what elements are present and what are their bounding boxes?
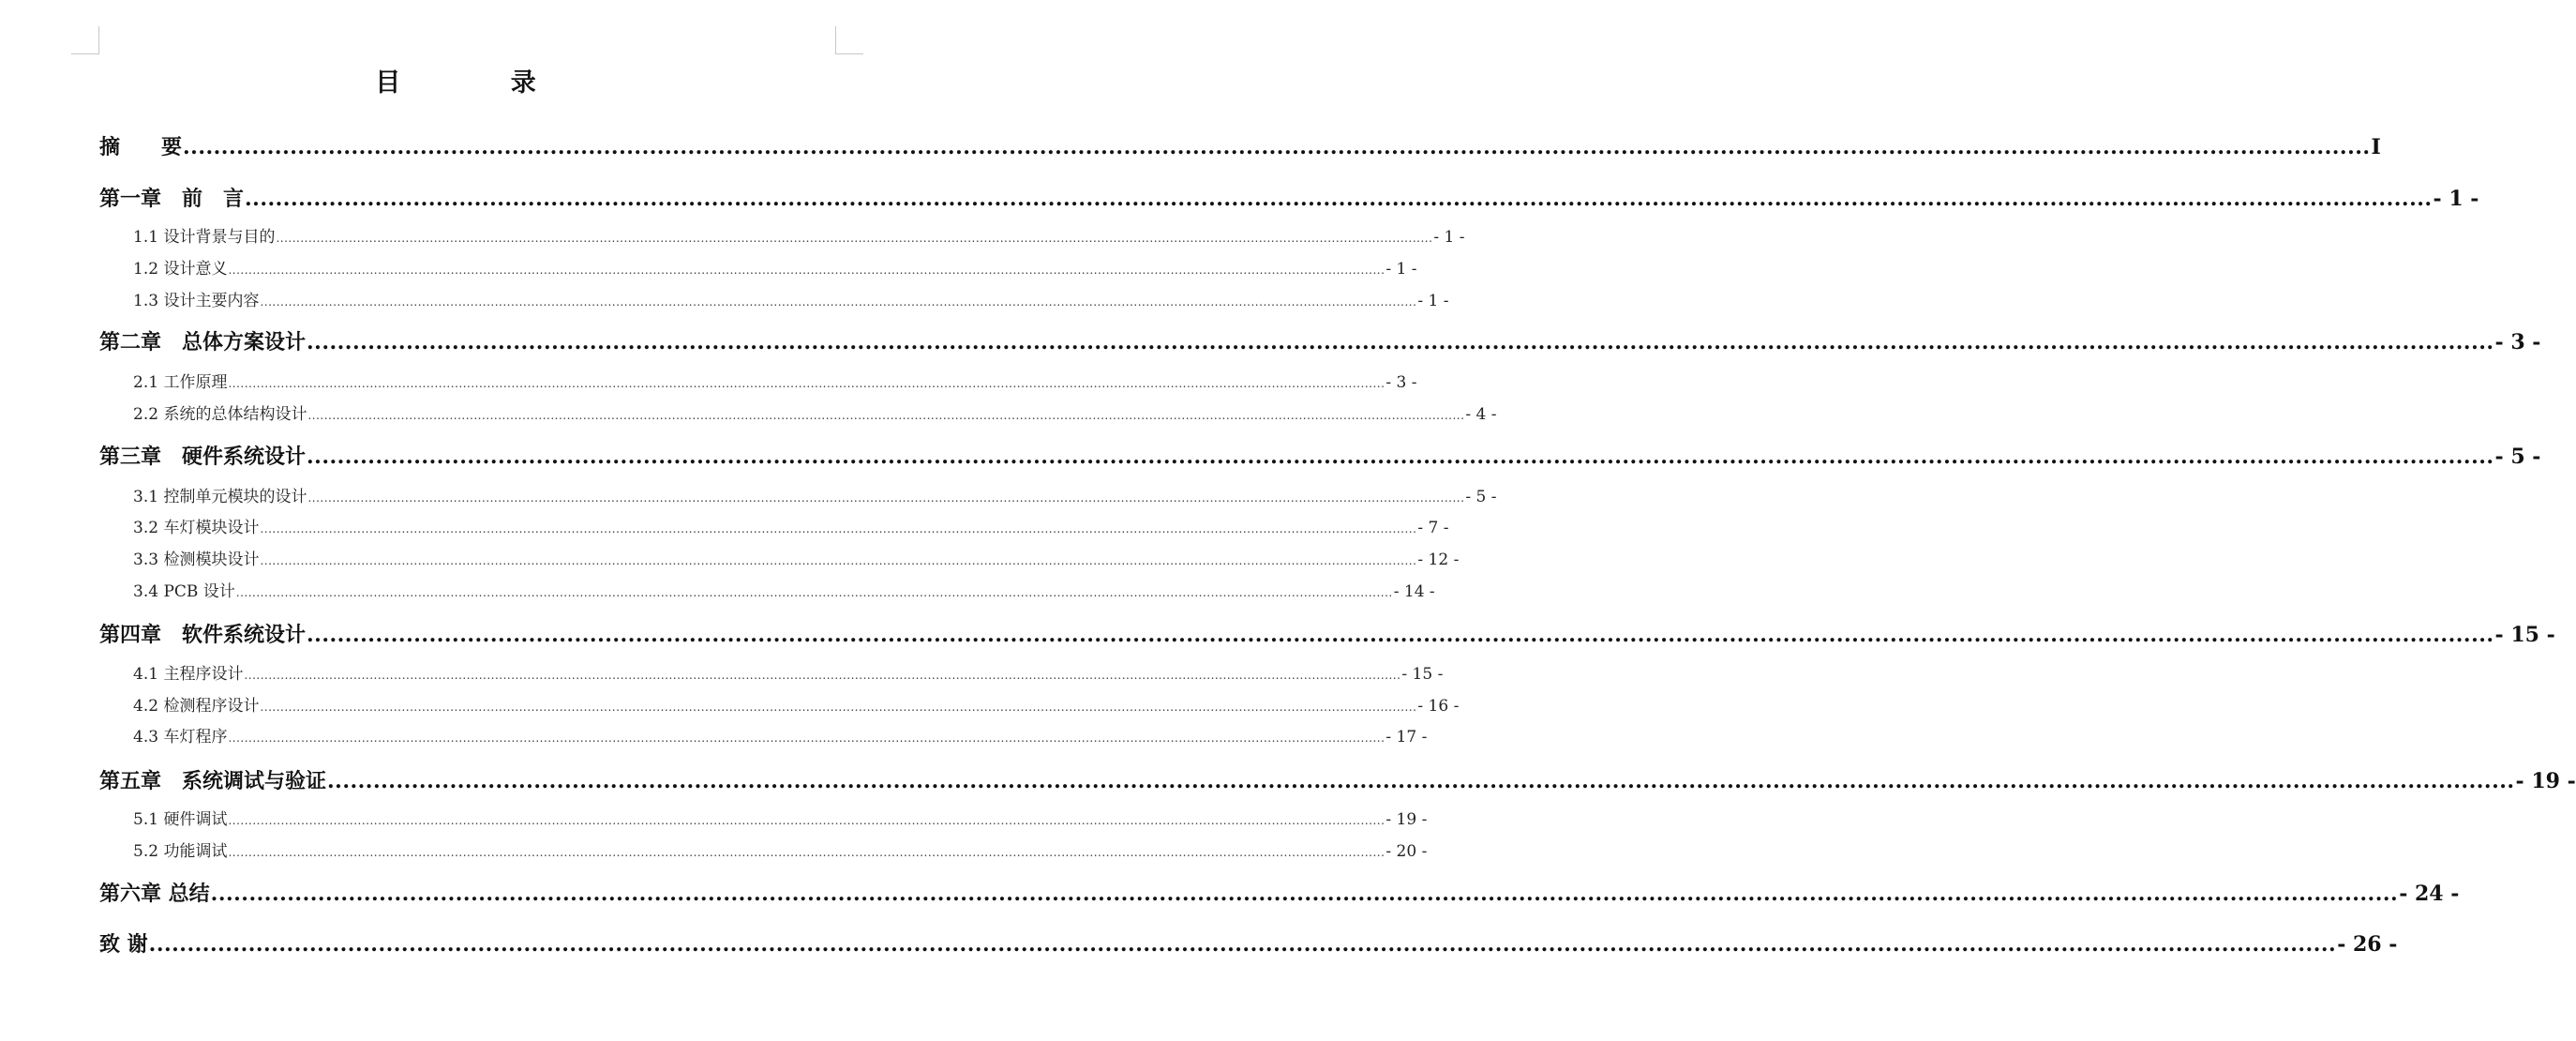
toc-page-number: I [2371, 135, 2381, 159]
toc-dot-leader: .............................................................................................................................................................................................................................................................................................. [307, 623, 2494, 647]
toc-entry-label: 第六章 总结 [99, 882, 210, 906]
toc-section-entry[interactable] [133, 546, 1460, 569]
toc-section-entry[interactable] [133, 837, 1428, 861]
toc-page-number: - 1 - [1417, 292, 1449, 310]
toc-page-number: - 3 - [2494, 330, 2541, 355]
toc-dot-leader: .............................................................................................................................................................................................................................................................................................. [327, 769, 2515, 793]
toc-chapter-entry[interactable] [99, 441, 2541, 469]
toc-entry-label: 4.3 车灯程序 [133, 728, 228, 747]
toc-entry-label: 第五章 系统调试与验证 [99, 769, 327, 793]
toc-entry-label: 第四章 软件系统设计 [99, 623, 307, 647]
toc-page-number: - 7 - [1417, 519, 1449, 537]
toc-section-entry[interactable] [133, 255, 1417, 279]
toc-section-entry[interactable] [133, 223, 1465, 247]
toc-page-number: - 17 - [1385, 728, 1428, 747]
toc-dot-leader: .............................................................................................................................................................................................................................................................................................. [260, 522, 1417, 536]
toc-section-entry[interactable] [133, 400, 1497, 424]
toc-dot-leader: .............................................................................................................................................................................................................................................................................................. [244, 669, 1401, 682]
toc-entry-label: 1.1 设计背景与目的 [133, 228, 276, 247]
toc-dot-leader: .............................................................................................................................................................................................................................................................................................. [228, 814, 1385, 827]
toc-dot-leader: .............................................................................................................................................................................................................................................................................................. [307, 491, 1465, 505]
toc-dot-leader: .............................................................................................................................................................................................................................................................................................. [183, 135, 2371, 159]
toc-entry-label: 1.2 设计意义 [133, 260, 228, 279]
toc-page-number: - 5 - [1465, 488, 1497, 506]
toc-page-number: - 1 - [1433, 228, 1465, 247]
toc-dot-leader: .............................................................................................................................................................................................................................................................................................. [228, 846, 1385, 859]
toc-entry-label: 第二章 总体方案设计 [99, 330, 307, 355]
toc-dot-leader: .............................................................................................................................................................................................................................................................................................. [260, 701, 1417, 714]
toc-dot-leader: .............................................................................................................................................................................................................................................................................................. [235, 586, 1393, 599]
toc-entry-label: 3.2 车灯模块设计 [133, 519, 260, 537]
toc-chapter-entry[interactable] [99, 326, 2541, 355]
toc-page-number: - 16 - [1417, 697, 1460, 716]
toc-entry-label: 5.1 硬件调试 [133, 810, 228, 829]
toc-entry-label: 4.1 主程序设计 [133, 665, 244, 684]
toc-entry-label: 5.2 功能调试 [133, 842, 228, 861]
page-title: 目 录 [375, 68, 587, 98]
toc-page-number: - 12 - [1417, 551, 1460, 569]
toc-chapter-entry[interactable] [99, 619, 2555, 647]
toc-entry-label: 3.4 PCB 设计 [133, 582, 235, 601]
toc-dot-leader: .............................................................................................................................................................................................................................................................................................. [228, 732, 1385, 745]
toc-dot-leader: .............................................................................................................................................................................................................................................................................................. [148, 932, 2337, 957]
toc-section-entry[interactable] [133, 369, 1417, 392]
toc-page-number: - 15 - [1401, 665, 1444, 684]
toc-page-number: - 3 - [1385, 373, 1417, 392]
toc-section-entry[interactable] [133, 514, 1449, 537]
toc-page-number: - 19 - [1385, 810, 1428, 829]
toc-entry-label: 4.2 检测程序设计 [133, 697, 260, 716]
toc-page-number: - 19 - [2515, 769, 2576, 793]
toc-page-number: - 26 - [2337, 932, 2398, 957]
toc-entry-label: 2.1 工作原理 [133, 373, 228, 392]
toc-section-entry[interactable] [133, 287, 1449, 310]
toc-page-number: - 5 - [2494, 445, 2541, 469]
toc-section-entry[interactable] [133, 578, 1435, 601]
toc-chapter-entry[interactable] [99, 765, 2576, 793]
toc-dot-leader: .............................................................................................................................................................................................................................................................................................. [228, 377, 1385, 390]
toc-dot-leader: .............................................................................................................................................................................................................................................................................................. [307, 445, 2494, 469]
toc-dot-leader: .............................................................................................................................................................................................................................................................................................. [228, 264, 1385, 277]
toc-entry-label: 摘 要 [99, 135, 183, 159]
toc-page-number: - 1 - [2433, 187, 2479, 211]
toc-page-number: - 20 - [1385, 842, 1428, 861]
toc-section-entry[interactable] [133, 483, 1497, 506]
toc-section-entry[interactable] [133, 660, 1444, 684]
toc-dot-leader: .............................................................................................................................................................................................................................................................................................. [260, 295, 1417, 309]
toc-page-number: - 1 - [1385, 260, 1417, 279]
toc-dot-leader: .............................................................................................................................................................................................................................................................................................. [245, 187, 2433, 211]
toc-dot-leader: .............................................................................................................................................................................................................................................................................................. [210, 882, 2399, 906]
toc-chapter-entry[interactable] [99, 878, 2460, 906]
toc-page-number: - 24 - [2399, 882, 2460, 906]
toc-entry-label: 3.3 检测模块设计 [133, 551, 260, 569]
toc-dot-leader: .............................................................................................................................................................................................................................................................................................. [307, 409, 1465, 422]
toc-section-entry[interactable] [133, 692, 1460, 716]
toc-dot-leader: .............................................................................................................................................................................................................................................................................................. [276, 232, 1433, 245]
toc-entry-label: 第三章 硬件系统设计 [99, 445, 307, 469]
toc-entry-label: 致 谢 [99, 932, 148, 957]
toc-entry-label: 2.2 系统的总体结构设计 [133, 405, 307, 424]
toc-dot-leader: .............................................................................................................................................................................................................................................................................................. [260, 554, 1417, 567]
toc-entry-label: 3.1 控制单元模块的设计 [133, 488, 307, 506]
toc-page-number: - 15 - [2494, 623, 2555, 647]
toc-chapter-entry[interactable] [99, 183, 2479, 211]
toc-entry-label: 第一章 前 言 [99, 187, 245, 211]
toc-section-entry[interactable] [133, 806, 1428, 829]
toc-page-number: - 4 - [1465, 405, 1497, 424]
toc-page-number: - 14 - [1393, 582, 1435, 601]
toc-entry-label: 1.3 设计主要内容 [133, 292, 260, 310]
toc-chapter-entry[interactable] [99, 131, 2381, 159]
toc-chapter-entry[interactable] [99, 928, 2398, 957]
toc-section-entry[interactable] [133, 723, 1428, 747]
toc-dot-leader: .............................................................................................................................................................................................................................................................................................. [307, 330, 2494, 355]
